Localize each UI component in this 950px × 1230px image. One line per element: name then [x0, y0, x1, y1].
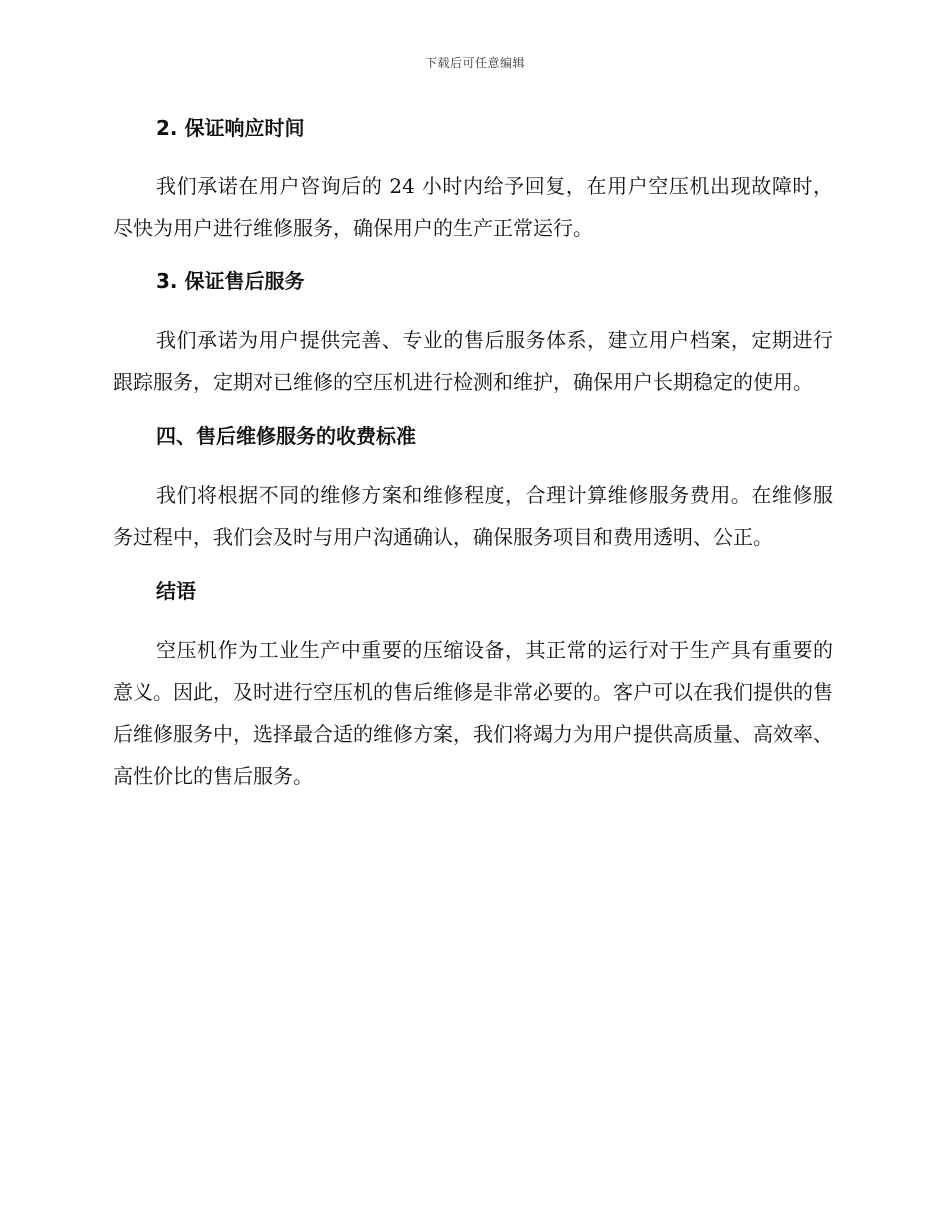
section-paragraph-conclusion: 空压机作为工业生产中重要的压缩设备，其正常的运行对于生产具有重要的意义。因此，及时进行空压机的售后维修是非常必要的。客户可以在我们提供的售后维修服务中，选择最合适的维修方案，我们将竭力为用户提供高质量、高效率、高性价比的售后服务。: [113, 638, 833, 788]
section-paragraph-fee-standard: 我们将根据不同的维修方案和维修程度，合理计算维修服务费用。在维修服务过程中，我们会及时与用户沟通确认，确保服务项目和费用透明、公正。: [113, 483, 833, 549]
section-paragraph-after-sales: 我们承诺为用户提供完善、专业的售后服务体系，建立用户档案，定期进行跟踪服务，定期对已维修的空压机进行检测和维护，确保用户长期稳定的使用。: [113, 328, 833, 394]
section-paragraph-response-time: 我们承诺在用户咨询后的 24 小时内给予回复，在用户空压机出现故障时，尽快为用户进行维修服务，确保用户的生产正常运行。: [113, 174, 833, 240]
section-heading-after-sales: 3. 保证售后服务: [156, 269, 305, 293]
section-heading-fee-standard: 四、售后维修服务的收费标准: [156, 424, 416, 448]
document-body: [113, 108, 833, 797]
page-header-note: 下载后可任意编辑: [424, 56, 525, 70]
section-heading-response-time: 2. 保证响应时间: [156, 116, 305, 140]
section-heading-conclusion: 结语: [156, 579, 196, 603]
